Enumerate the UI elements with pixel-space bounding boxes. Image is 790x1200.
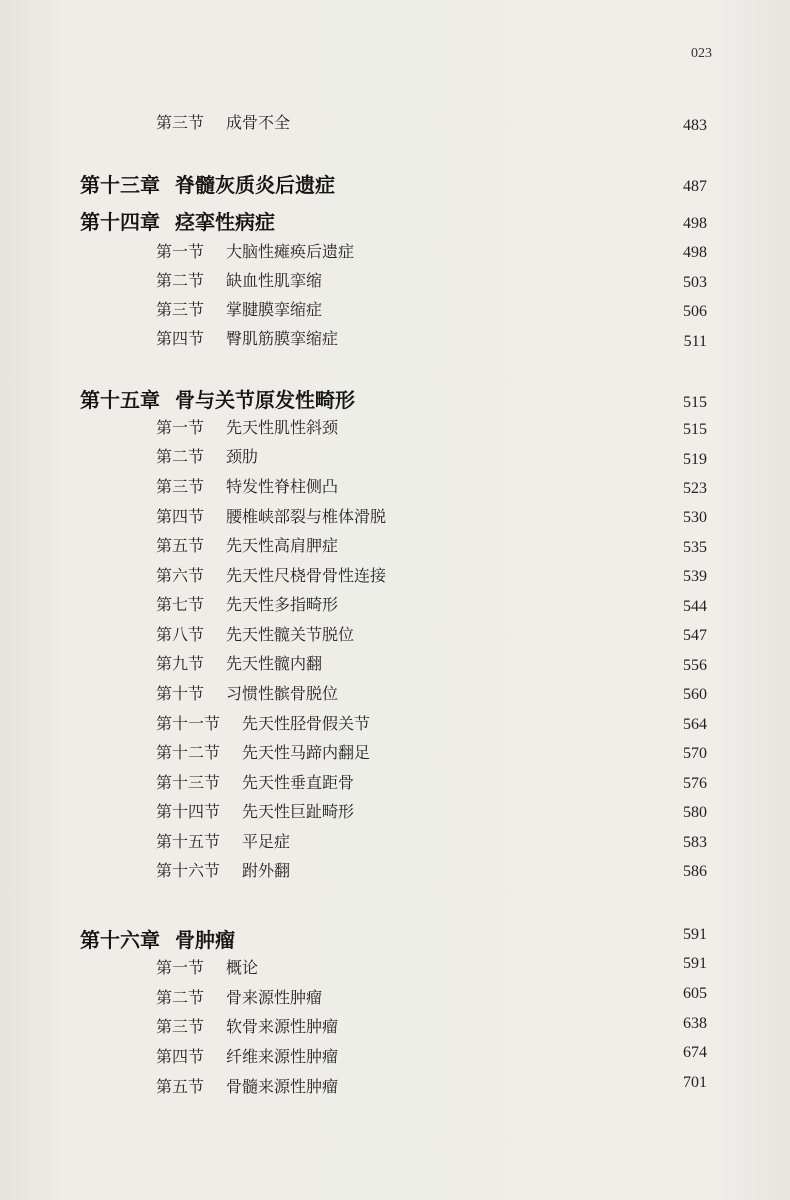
- section-page-ref: 586: [683, 863, 707, 880]
- section-number: 第七节: [156, 595, 205, 614]
- chapter-title: 骨肿瘤: [175, 928, 235, 952]
- section-number: 第三节: [156, 300, 205, 319]
- section-title: 先天性巨趾畸形: [242, 802, 355, 821]
- section-number: 第四节: [156, 329, 205, 348]
- section-title: 习惯性髌骨脱位: [226, 684, 339, 703]
- section-title: 骨来源性肿瘤: [226, 988, 323, 1007]
- toc-section: [156, 533, 338, 556]
- chapter-page-ref: 591: [683, 926, 707, 943]
- section-page-ref: 511: [683, 333, 707, 350]
- toc-section: [156, 563, 386, 586]
- toc-section: [156, 268, 322, 291]
- section-title: 概论: [226, 958, 259, 977]
- section-title: 臀肌筋膜挛缩症: [226, 329, 339, 348]
- toc-section: [156, 651, 322, 674]
- toc-section: [156, 297, 322, 320]
- toc-section: [156, 1074, 338, 1097]
- toc-section: [156, 711, 370, 734]
- section-title: 先天性髋关节脱位: [226, 625, 355, 644]
- toc-section: [156, 770, 354, 793]
- chapter-title: 骨与关节原发性畸形: [175, 388, 355, 412]
- toc-section: [156, 504, 386, 527]
- section-number: 第十节: [156, 684, 205, 703]
- section-number: 第二节: [156, 271, 205, 290]
- section-number: 第四节: [156, 1047, 205, 1066]
- chapter-number: 第十六章: [80, 928, 160, 952]
- section-title: 特发性脊柱侧凸: [226, 477, 339, 496]
- toc-section: [156, 326, 338, 349]
- chapter-page-ref: 487: [683, 178, 707, 195]
- section-page-ref: 580: [683, 804, 707, 821]
- section-page-ref: 576: [683, 775, 707, 792]
- section-page-ref: 498: [683, 244, 707, 261]
- section-page-ref: 605: [683, 985, 707, 1002]
- chapter-number: 第十三章: [80, 173, 160, 197]
- section-title: 骨髓来源性肿瘤: [226, 1077, 339, 1096]
- section-page-ref: 539: [683, 568, 707, 585]
- section-page-ref: 503: [683, 274, 707, 291]
- chapter-number: 第十四章: [80, 210, 160, 234]
- section-page-ref: 506: [683, 303, 707, 320]
- toc-section: [156, 955, 258, 978]
- section-number: 第一节: [156, 958, 205, 977]
- section-title: 先天性尺桡骨骨性连接: [226, 566, 387, 585]
- section-number: 第十五节: [156, 832, 221, 851]
- page-number: 023: [691, 46, 712, 61]
- section-title: 缺血性肌挛缩: [226, 271, 323, 290]
- toc-section: [156, 444, 258, 467]
- toc-section: [156, 829, 290, 852]
- section-title: 先天性胫骨假关节: [242, 714, 371, 733]
- toc-section: [156, 681, 338, 704]
- toc-section: [156, 239, 354, 262]
- section-title: 先天性马蹄内翻足: [242, 743, 371, 762]
- toc-section: [156, 858, 290, 881]
- section-title: 颈肋: [226, 447, 259, 466]
- section-page-ref: 483: [683, 117, 707, 134]
- section-title: 先天性多指畸形: [226, 595, 339, 614]
- section-page-ref: 701: [683, 1074, 707, 1091]
- toc-chapter: [80, 384, 355, 413]
- chapter-page-ref: 498: [683, 215, 707, 232]
- section-title: 先天性肌性斜颈: [226, 418, 339, 437]
- section-number: 第二节: [156, 447, 205, 466]
- section-number: 第五节: [156, 1077, 205, 1096]
- toc-section: [156, 622, 354, 645]
- section-title: 先天性高肩胛症: [226, 536, 339, 555]
- toc-section: [156, 1044, 338, 1067]
- section-number: 第三节: [156, 1017, 205, 1036]
- chapter-page-ref: 515: [683, 394, 707, 411]
- section-number: 第一节: [156, 418, 205, 437]
- toc-chapter: [80, 206, 275, 235]
- section-number: 第三节: [156, 113, 205, 132]
- section-title: 掌腱膜挛缩症: [226, 300, 323, 319]
- section-title: 纤维来源性肿瘤: [226, 1047, 339, 1066]
- chapter-title: 脊髓灰质炎后遗症: [175, 173, 335, 197]
- section-title: 平足症: [242, 832, 291, 851]
- section-page-ref: 638: [683, 1015, 707, 1032]
- section-number: 第一节: [156, 242, 205, 261]
- section-page-ref: 560: [683, 686, 707, 703]
- section-number: 第四节: [156, 507, 205, 526]
- section-page-ref: 564: [683, 716, 707, 733]
- toc-section: [156, 740, 370, 763]
- section-title: 腰椎峡部裂与椎体滑脱: [226, 507, 387, 526]
- section-number: 第九节: [156, 654, 205, 673]
- toc-chapter: [80, 169, 335, 198]
- section-page-ref: 583: [683, 834, 707, 851]
- section-page-ref: 523: [683, 480, 707, 497]
- section-page-ref: 674: [683, 1044, 707, 1061]
- section-title: 跗外翻: [242, 861, 291, 880]
- toc-chapter: [80, 924, 235, 953]
- section-page-ref: 515: [683, 421, 707, 438]
- section-page-ref: 547: [683, 627, 707, 644]
- section-title: 软骨来源性肿瘤: [226, 1017, 339, 1036]
- section-number: 第六节: [156, 566, 205, 585]
- section-page-ref: 544: [683, 598, 707, 615]
- section-page-ref: 535: [683, 539, 707, 556]
- section-number: 第八节: [156, 625, 205, 644]
- toc-section: [156, 799, 354, 822]
- section-page-ref: 570: [683, 745, 707, 762]
- section-title: 先天性垂直距骨: [242, 773, 355, 792]
- section-number: 第十二节: [156, 743, 221, 762]
- toc-section: [156, 110, 290, 133]
- toc-section: [156, 415, 338, 438]
- section-title: 成骨不全: [226, 113, 291, 132]
- section-page-ref: 519: [683, 451, 707, 468]
- section-title: 先天性髋内翻: [226, 654, 323, 673]
- section-number: 第十一节: [156, 714, 221, 733]
- section-number: 第十四节: [156, 802, 221, 821]
- section-number: 第三节: [156, 477, 205, 496]
- section-number: 第十六节: [156, 861, 221, 880]
- section-number: 第五节: [156, 536, 205, 555]
- section-page-ref: 556: [683, 657, 707, 674]
- chapter-title: 痉挛性病症: [175, 210, 275, 234]
- section-title: 大脑性瘫痪后遗症: [226, 242, 355, 261]
- section-page-ref: 591: [683, 955, 707, 972]
- section-number: 第十三节: [156, 773, 221, 792]
- toc-section: [156, 474, 338, 497]
- section-number: 第二节: [156, 988, 205, 1007]
- toc-section: [156, 985, 322, 1008]
- chapter-number: 第十五章: [80, 388, 160, 412]
- toc-section: [156, 1014, 338, 1037]
- section-page-ref: 530: [683, 509, 707, 526]
- toc-section: [156, 592, 338, 615]
